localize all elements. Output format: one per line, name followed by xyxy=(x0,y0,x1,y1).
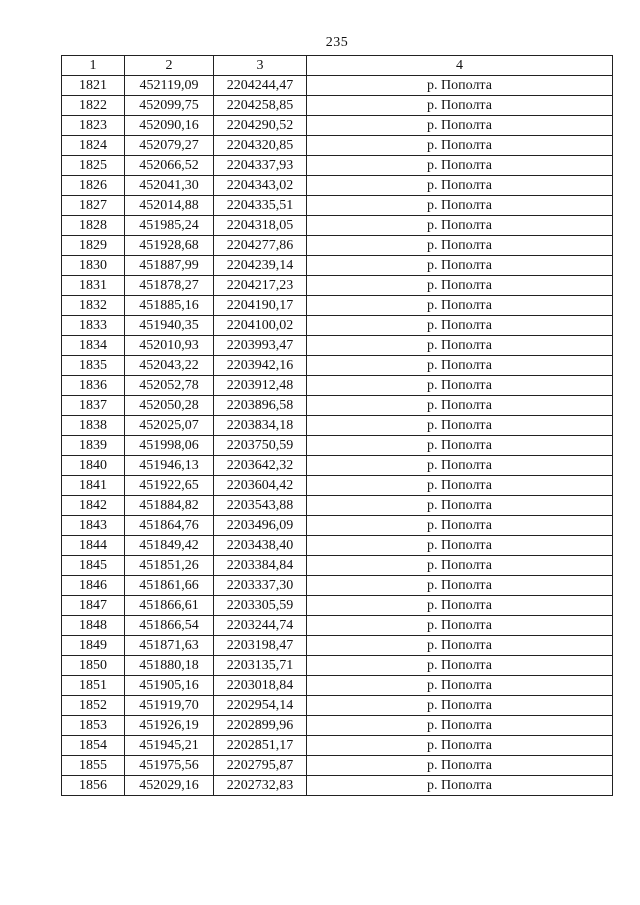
table-row xyxy=(62,716,613,736)
table-row xyxy=(62,216,613,236)
point-number-cell: 1822 xyxy=(62,96,125,116)
y-coordinate-cell: 2203305,59 xyxy=(214,596,307,616)
description-cell: р. Пополта xyxy=(307,616,613,636)
x-coordinate-cell: 451928,68 xyxy=(125,236,214,256)
description-cell: р. Пополта xyxy=(307,656,613,676)
description-cell: р. Пополта xyxy=(307,416,613,436)
point-number-cell: 1841 xyxy=(62,476,125,496)
description-cell: р. Пополта xyxy=(307,76,613,96)
description-cell: р. Пополта xyxy=(307,596,613,616)
point-number-cell: 1847 xyxy=(62,596,125,616)
y-coordinate-cell: 2202899,96 xyxy=(214,716,307,736)
x-coordinate-cell: 452079,27 xyxy=(125,136,214,156)
coordinates-table xyxy=(61,55,613,796)
table-row xyxy=(62,736,613,756)
table-row xyxy=(62,316,613,336)
point-number-cell: 1849 xyxy=(62,636,125,656)
point-number-cell: 1844 xyxy=(62,536,125,556)
y-coordinate-cell: 2203198,47 xyxy=(214,636,307,656)
description-cell: р. Пополта xyxy=(307,636,613,656)
point-number-cell: 1837 xyxy=(62,396,125,416)
y-coordinate-cell: 2204290,52 xyxy=(214,116,307,136)
x-coordinate-cell: 452041,30 xyxy=(125,176,214,196)
y-coordinate-cell: 2204100,02 xyxy=(214,316,307,336)
x-coordinate-cell: 451884,82 xyxy=(125,496,214,516)
x-coordinate-cell: 451905,16 xyxy=(125,676,214,696)
x-coordinate-cell: 452010,93 xyxy=(125,336,214,356)
description-cell: р. Пополта xyxy=(307,376,613,396)
y-coordinate-cell: 2203912,48 xyxy=(214,376,307,396)
y-coordinate-cell: 2204320,85 xyxy=(214,136,307,156)
x-coordinate-cell: 451926,19 xyxy=(125,716,214,736)
x-coordinate-cell: 452025,07 xyxy=(125,416,214,436)
y-coordinate-cell: 2204337,93 xyxy=(214,156,307,176)
y-coordinate-cell: 2204190,17 xyxy=(214,296,307,316)
point-number-cell: 1856 xyxy=(62,776,125,796)
y-coordinate-cell: 2204239,14 xyxy=(214,256,307,276)
y-coordinate-cell: 2203642,32 xyxy=(214,456,307,476)
x-coordinate-cell: 451880,18 xyxy=(125,656,214,676)
table-row xyxy=(62,416,613,436)
table-row xyxy=(62,476,613,496)
y-coordinate-cell: 2202795,87 xyxy=(214,756,307,776)
description-cell: р. Пополта xyxy=(307,276,613,296)
point-number-cell: 1824 xyxy=(62,136,125,156)
description-cell: р. Пополта xyxy=(307,476,613,496)
point-number-cell: 1827 xyxy=(62,196,125,216)
y-coordinate-cell: 2202851,17 xyxy=(214,736,307,756)
point-number-cell: 1835 xyxy=(62,356,125,376)
point-number-cell: 1830 xyxy=(62,256,125,276)
table-row xyxy=(62,136,613,156)
table-row xyxy=(62,76,613,96)
y-coordinate-cell: 2204335,51 xyxy=(214,196,307,216)
point-number-cell: 1850 xyxy=(62,656,125,676)
point-number-cell: 1852 xyxy=(62,696,125,716)
table-row xyxy=(62,276,613,296)
point-number-cell: 1851 xyxy=(62,676,125,696)
x-coordinate-cell: 451998,06 xyxy=(125,436,214,456)
column-header-4: 4 xyxy=(307,56,613,76)
description-cell: р. Пополта xyxy=(307,196,613,216)
table-row xyxy=(62,616,613,636)
y-coordinate-cell: 2203135,71 xyxy=(214,656,307,676)
table-row xyxy=(62,596,613,616)
y-coordinate-cell: 2203896,58 xyxy=(214,396,307,416)
point-number-cell: 1848 xyxy=(62,616,125,636)
point-number-cell: 1838 xyxy=(62,416,125,436)
column-header-1: 1 xyxy=(62,56,125,76)
x-coordinate-cell: 451985,24 xyxy=(125,216,214,236)
table-row xyxy=(62,396,613,416)
x-coordinate-cell: 452119,09 xyxy=(125,76,214,96)
point-number-cell: 1833 xyxy=(62,316,125,336)
x-coordinate-cell: 451885,16 xyxy=(125,296,214,316)
y-coordinate-cell: 2203750,59 xyxy=(214,436,307,456)
page-number: 235 xyxy=(325,35,349,50)
x-coordinate-cell: 452066,52 xyxy=(125,156,214,176)
y-coordinate-cell: 2203834,18 xyxy=(214,416,307,436)
table-row xyxy=(62,556,613,576)
description-cell: р. Пополта xyxy=(307,236,613,256)
table-row xyxy=(62,676,613,696)
point-number-cell: 1829 xyxy=(62,236,125,256)
y-coordinate-cell: 2204217,23 xyxy=(214,276,307,296)
description-cell: р. Пополта xyxy=(307,396,613,416)
y-coordinate-cell: 2203496,09 xyxy=(214,516,307,536)
table-row xyxy=(62,636,613,656)
point-number-cell: 1842 xyxy=(62,496,125,516)
point-number-cell: 1845 xyxy=(62,556,125,576)
x-coordinate-cell: 451866,61 xyxy=(125,596,214,616)
point-number-cell: 1834 xyxy=(62,336,125,356)
x-coordinate-cell: 451866,54 xyxy=(125,616,214,636)
table-row xyxy=(62,776,613,796)
column-header-2: 2 xyxy=(125,56,214,76)
x-coordinate-cell: 451864,76 xyxy=(125,516,214,536)
y-coordinate-cell: 2203018,84 xyxy=(214,676,307,696)
description-cell: р. Пополта xyxy=(307,336,613,356)
description-cell: р. Пополта xyxy=(307,356,613,376)
description-cell: р. Пополта xyxy=(307,216,613,236)
point-number-cell: 1853 xyxy=(62,716,125,736)
x-coordinate-cell: 452052,78 xyxy=(125,376,214,396)
description-cell: р. Пополта xyxy=(307,456,613,476)
table-row xyxy=(62,196,613,216)
table-row xyxy=(62,236,613,256)
point-number-cell: 1839 xyxy=(62,436,125,456)
table-header-row xyxy=(62,56,613,76)
y-coordinate-cell: 2204343,02 xyxy=(214,176,307,196)
y-coordinate-cell: 2203337,30 xyxy=(214,576,307,596)
description-cell: р. Пополта xyxy=(307,176,613,196)
x-coordinate-cell: 452043,22 xyxy=(125,356,214,376)
x-coordinate-cell: 451851,26 xyxy=(125,556,214,576)
y-coordinate-cell: 2202732,83 xyxy=(214,776,307,796)
description-cell: р. Пополта xyxy=(307,496,613,516)
point-number-cell: 1832 xyxy=(62,296,125,316)
table-row xyxy=(62,256,613,276)
point-number-cell: 1843 xyxy=(62,516,125,536)
point-number-cell: 1836 xyxy=(62,376,125,396)
y-coordinate-cell: 2204244,47 xyxy=(214,76,307,96)
table-row xyxy=(62,496,613,516)
column-header-3: 3 xyxy=(214,56,307,76)
x-coordinate-cell: 451946,13 xyxy=(125,456,214,476)
x-coordinate-cell: 452099,75 xyxy=(125,96,214,116)
description-cell: р. Пополта xyxy=(307,556,613,576)
description-cell: р. Пополта xyxy=(307,116,613,136)
x-coordinate-cell: 451887,99 xyxy=(125,256,214,276)
description-cell: р. Пополта xyxy=(307,316,613,336)
x-coordinate-cell: 451861,66 xyxy=(125,576,214,596)
y-coordinate-cell: 2204277,86 xyxy=(214,236,307,256)
point-number-cell: 1846 xyxy=(62,576,125,596)
x-coordinate-cell: 452090,16 xyxy=(125,116,214,136)
table-body xyxy=(62,76,613,796)
x-coordinate-cell: 451871,63 xyxy=(125,636,214,656)
table-row xyxy=(62,356,613,376)
x-coordinate-cell: 451878,27 xyxy=(125,276,214,296)
y-coordinate-cell: 2204318,05 xyxy=(214,216,307,236)
point-number-cell: 1828 xyxy=(62,216,125,236)
description-cell: р. Пополта xyxy=(307,256,613,276)
table-row xyxy=(62,156,613,176)
point-number-cell: 1840 xyxy=(62,456,125,476)
y-coordinate-cell: 2203438,40 xyxy=(214,536,307,556)
point-number-cell: 1825 xyxy=(62,156,125,176)
description-cell: р. Пополта xyxy=(307,736,613,756)
point-number-cell: 1826 xyxy=(62,176,125,196)
table-row xyxy=(62,96,613,116)
y-coordinate-cell: 2203604,42 xyxy=(214,476,307,496)
table-row xyxy=(62,516,613,536)
table-row xyxy=(62,116,613,136)
table-row xyxy=(62,176,613,196)
description-cell: р. Пополта xyxy=(307,516,613,536)
table-row xyxy=(62,436,613,456)
y-coordinate-cell: 2203244,74 xyxy=(214,616,307,636)
description-cell: р. Пополта xyxy=(307,676,613,696)
table-row xyxy=(62,456,613,476)
table-row xyxy=(62,296,613,316)
table-row xyxy=(62,576,613,596)
x-coordinate-cell: 452029,16 xyxy=(125,776,214,796)
description-cell: р. Пополта xyxy=(307,536,613,556)
description-cell: р. Пополта xyxy=(307,436,613,456)
table-row xyxy=(62,656,613,676)
x-coordinate-cell: 451849,42 xyxy=(125,536,214,556)
x-coordinate-cell: 451945,21 xyxy=(125,736,214,756)
x-coordinate-cell: 451922,65 xyxy=(125,476,214,496)
y-coordinate-cell: 2203993,47 xyxy=(214,336,307,356)
description-cell: р. Пополта xyxy=(307,136,613,156)
x-coordinate-cell: 452014,88 xyxy=(125,196,214,216)
table-row xyxy=(62,376,613,396)
description-cell: р. Пополта xyxy=(307,776,613,796)
description-cell: р. Пополта xyxy=(307,156,613,176)
table-row xyxy=(62,536,613,556)
table-row xyxy=(62,336,613,356)
description-cell: р. Пополта xyxy=(307,296,613,316)
point-number-cell: 1821 xyxy=(62,76,125,96)
x-coordinate-cell: 451975,56 xyxy=(125,756,214,776)
table-row xyxy=(62,696,613,716)
table-row xyxy=(62,756,613,776)
x-coordinate-cell: 452050,28 xyxy=(125,396,214,416)
y-coordinate-cell: 2203384,84 xyxy=(214,556,307,576)
x-coordinate-cell: 451919,70 xyxy=(125,696,214,716)
y-coordinate-cell: 2204258,85 xyxy=(214,96,307,116)
description-cell: р. Пополта xyxy=(307,696,613,716)
x-coordinate-cell: 451940,35 xyxy=(125,316,214,336)
description-cell: р. Пополта xyxy=(307,576,613,596)
point-number-cell: 1855 xyxy=(62,756,125,776)
description-cell: р. Пополта xyxy=(307,96,613,116)
y-coordinate-cell: 2202954,14 xyxy=(214,696,307,716)
description-cell: р. Пополта xyxy=(307,716,613,736)
y-coordinate-cell: 2203942,16 xyxy=(214,356,307,376)
point-number-cell: 1854 xyxy=(62,736,125,756)
y-coordinate-cell: 2203543,88 xyxy=(214,496,307,516)
description-cell: р. Пополта xyxy=(307,756,613,776)
point-number-cell: 1823 xyxy=(62,116,125,136)
point-number-cell: 1831 xyxy=(62,276,125,296)
